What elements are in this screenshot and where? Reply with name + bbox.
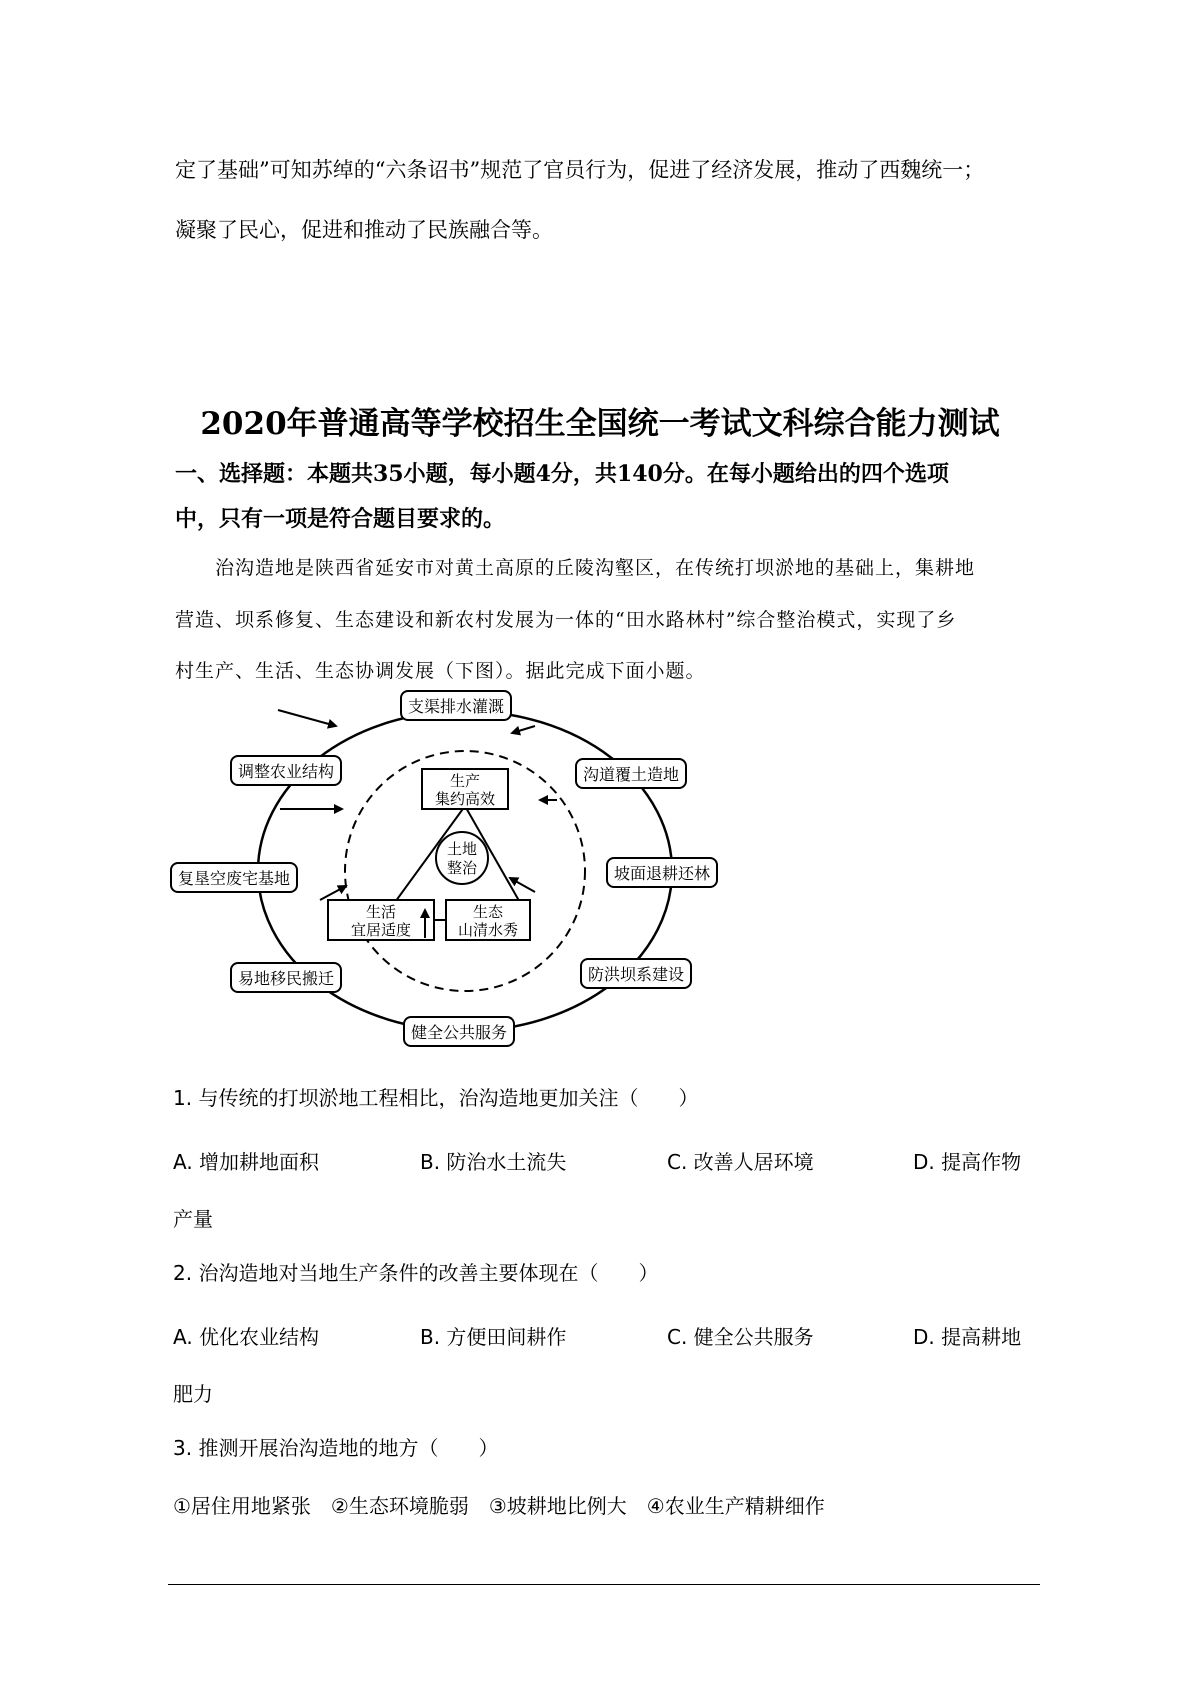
outer-label-bottom: 健全公共服务 <box>403 1016 515 1047</box>
center-label-1: 土地 <box>446 840 478 858</box>
question-2-option-a: A. 优化农业结构 <box>173 1325 320 1349</box>
living-label-2: 宜居适度 <box>350 921 412 939</box>
question-2-option-c: C. 健全公共服务 <box>667 1325 814 1349</box>
ecology-label-2: 山清水秀 <box>457 921 519 939</box>
ecology-label-1: 生态 <box>472 903 504 921</box>
production-label-1: 生产 <box>449 772 481 790</box>
section-heading-line-1: 一、选择题：本题共35小题，每小题4分，共140分。在每小题给出的四个选项 <box>175 461 949 487</box>
outer-label-upper-right: 沟道覆土造地 <box>575 758 687 789</box>
question-2-option-d-wrap: 肥力 <box>173 1382 213 1406</box>
outer-label-top: 支渠排水灌溉 <box>400 690 512 721</box>
question-2-option-b: B. 方便田间耕作 <box>420 1325 567 1349</box>
question-1-option-b: B. 防治水土流失 <box>420 1150 567 1174</box>
question-2-option-d: D. 提高耕地 <box>913 1325 1022 1349</box>
continuation-line-2: 凝聚了民心，促进和推动了民族融合等。 <box>175 218 553 242</box>
question-1-option-d: D. 提高作物 <box>913 1150 1022 1174</box>
question-1-option-d-wrap: 产量 <box>173 1207 213 1231</box>
question-1-option-a: A. 增加耕地面积 <box>173 1150 320 1174</box>
living-label-1: 生活 <box>365 903 397 921</box>
intro-line-3: 村生产、生活、生态协调发展（下图）。据此完成下面小题。 <box>175 660 706 682</box>
intro-line-1: 治沟造地是陕西省延安市对黄土高原的丘陵沟壑区，在传统打坝淤地的基础上，集耕地 <box>215 557 976 579</box>
center-label-2: 整治 <box>446 859 478 877</box>
production-label-2: 集约高效 <box>434 790 496 808</box>
outer-label-right: 坡面退耕还林 <box>606 857 718 888</box>
continuation-line-1: 定了基础”可知苏绰的“六条诏书”规范了官员行为，促进了经济发展，推动了西魏统一； <box>175 158 985 182</box>
question-1-stem: 1. 与传统的打坝淤地工程相比，治沟造地更加关注（ ） <box>173 1086 699 1110</box>
question-3-choices: ①居住用地紧张 ②生态环境脆弱 ③坡耕地比例大 ④农业生产精耕细作 <box>173 1494 825 1518</box>
question-3-stem: 3. 推测开展治沟造地的地方（ ） <box>173 1436 499 1460</box>
intro-line-2: 营造、坝系修复、生态建设和新农村发展为一体的“田水路林村”综合整治模式，实现了乡 <box>175 609 957 631</box>
section-heading-line-2: 中，只有一项是符合题目要求的。 <box>175 506 506 532</box>
footer-rule <box>168 1584 1040 1585</box>
outer-label-upper-left: 调整农业结构 <box>230 755 342 786</box>
exam-title: 2020年普通高等学校招生全国统一考试文科综合能力测试 <box>200 406 1000 442</box>
outer-label-lower-left: 易地移民搬迁 <box>230 962 342 993</box>
question-1-option-c: C. 改善人居环境 <box>667 1150 814 1174</box>
outer-label-lower-right: 防洪坝系建设 <box>580 958 692 989</box>
question-2-stem: 2. 治沟造地对当地生产条件的改善主要体现在（ ） <box>173 1261 659 1285</box>
outer-label-left: 复垦空废宅基地 <box>170 862 298 893</box>
